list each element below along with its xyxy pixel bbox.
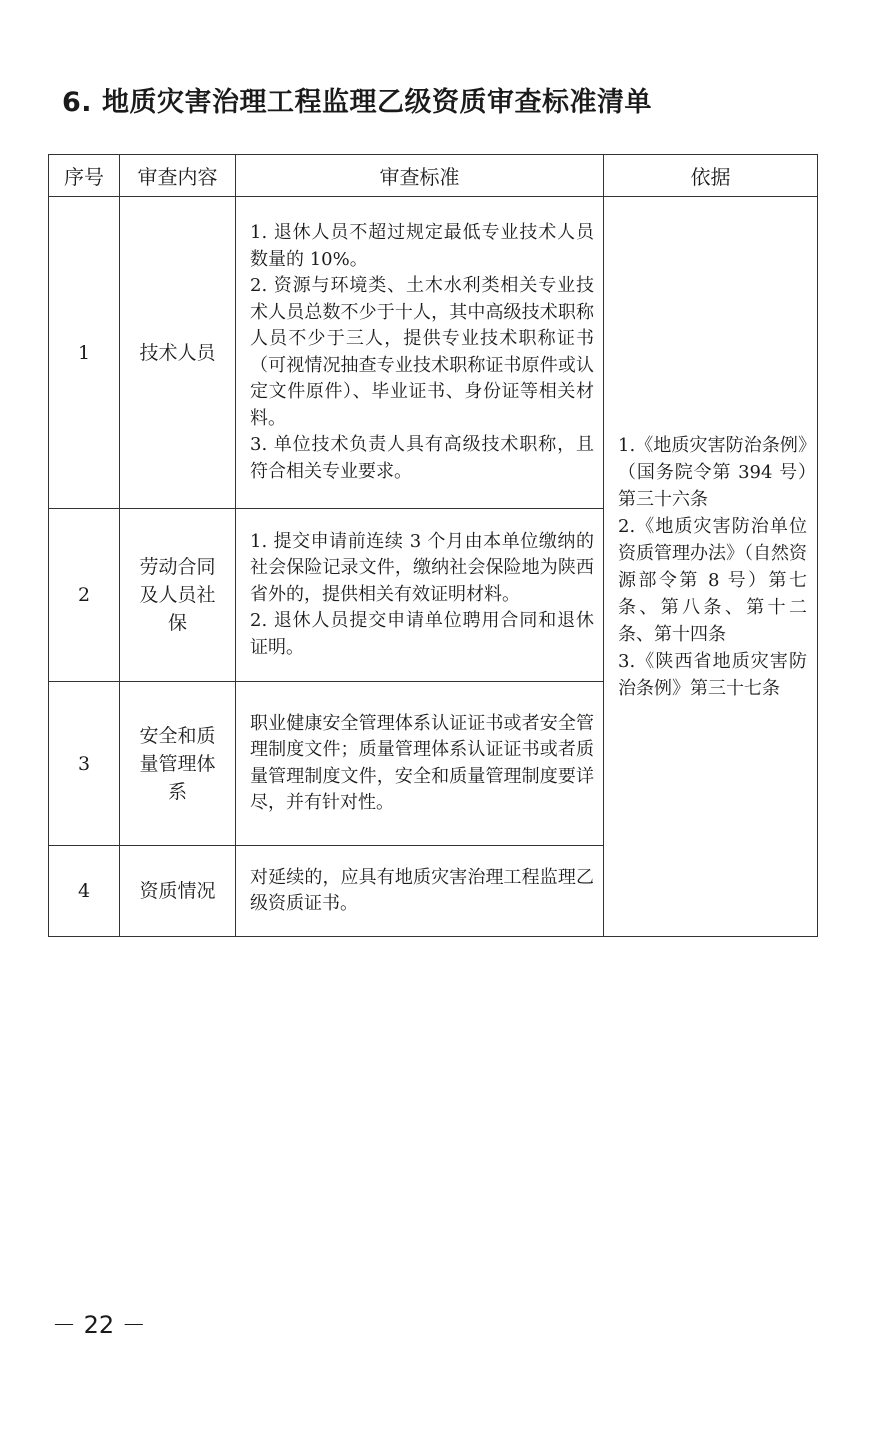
row-number: 1: [49, 197, 120, 509]
review-content: 劳动合同及人员社保: [120, 509, 236, 682]
row-number: 4: [49, 846, 120, 937]
standard-item: 职业健康安全管理体系认证证书或者安全管理制度文件；质量管理体系认证证书或者质量管理制度文件，安全和质量管理制度要详尽，并有针对性。: [250, 712, 594, 813]
page-number: － 22 －: [52, 1311, 146, 1339]
review-standard: [236, 846, 604, 937]
standard-item: 2. 资源与环境类、土木水利类相关专业技术人员总数不少于十人，其中高级技术职称人员不少于三人，提供专业技术职称证书（可视情况抽查专业技术职称证书原件或认定文件原件）、毕业证书、身份证等相关材料。: [250, 275, 594, 429]
review-content: 技术人员: [120, 197, 236, 509]
standard-item: 2. 退休人员提交申请单位聘用合同和退休证明。: [250, 610, 594, 658]
basis-item: 1.《地质灾害防治条例》（国务院令第 394 号）第三十六条: [618, 434, 807, 510]
standard-item: 对延续的，应具有地质灾害治理工程监理乙级资质证书。: [250, 866, 594, 914]
header-basis: 依据: [604, 155, 818, 197]
standard-item: 1. 退休人员不超过规定最低专业技术人员数量的 10%。: [250, 222, 594, 270]
header-standard: 审查标准: [236, 155, 604, 197]
review-standard: [236, 682, 604, 846]
header-no: 序号: [49, 155, 120, 197]
header-content: 审查内容: [120, 155, 236, 197]
review-content: 资质情况: [120, 846, 236, 937]
review-content: 安全和质量管理体系: [120, 682, 236, 846]
review-standard: [236, 197, 604, 509]
basis-item: 2.《地质灾害防治单位资质管理办法》（自然资源部令第 8 号）第七条、第八条、第十二条、第十四条: [618, 515, 807, 645]
review-standards-table: [48, 154, 818, 937]
row-number: 3: [49, 682, 120, 846]
basis-item: 3.《陕西省地质灾害防治条例》第三十七条: [618, 650, 807, 699]
standard-item: 1. 提交申请前连续 3 个月由本单位缴纳的社会保险记录文件，缴纳社会保险地为陕西省外的，提供相关有效证明材料。: [250, 530, 594, 605]
table-row: [49, 197, 818, 509]
standard-item: 3. 单位技术负责人具有高级技术职称，且符合相关专业要求。: [250, 434, 594, 482]
basis-cell: [604, 197, 818, 937]
table-header-row: [49, 155, 818, 197]
page-title: 6. 地质灾害治理工程监理乙级资质审查标准清单: [62, 87, 652, 118]
review-standard: [236, 509, 604, 682]
row-number: 2: [49, 509, 120, 682]
